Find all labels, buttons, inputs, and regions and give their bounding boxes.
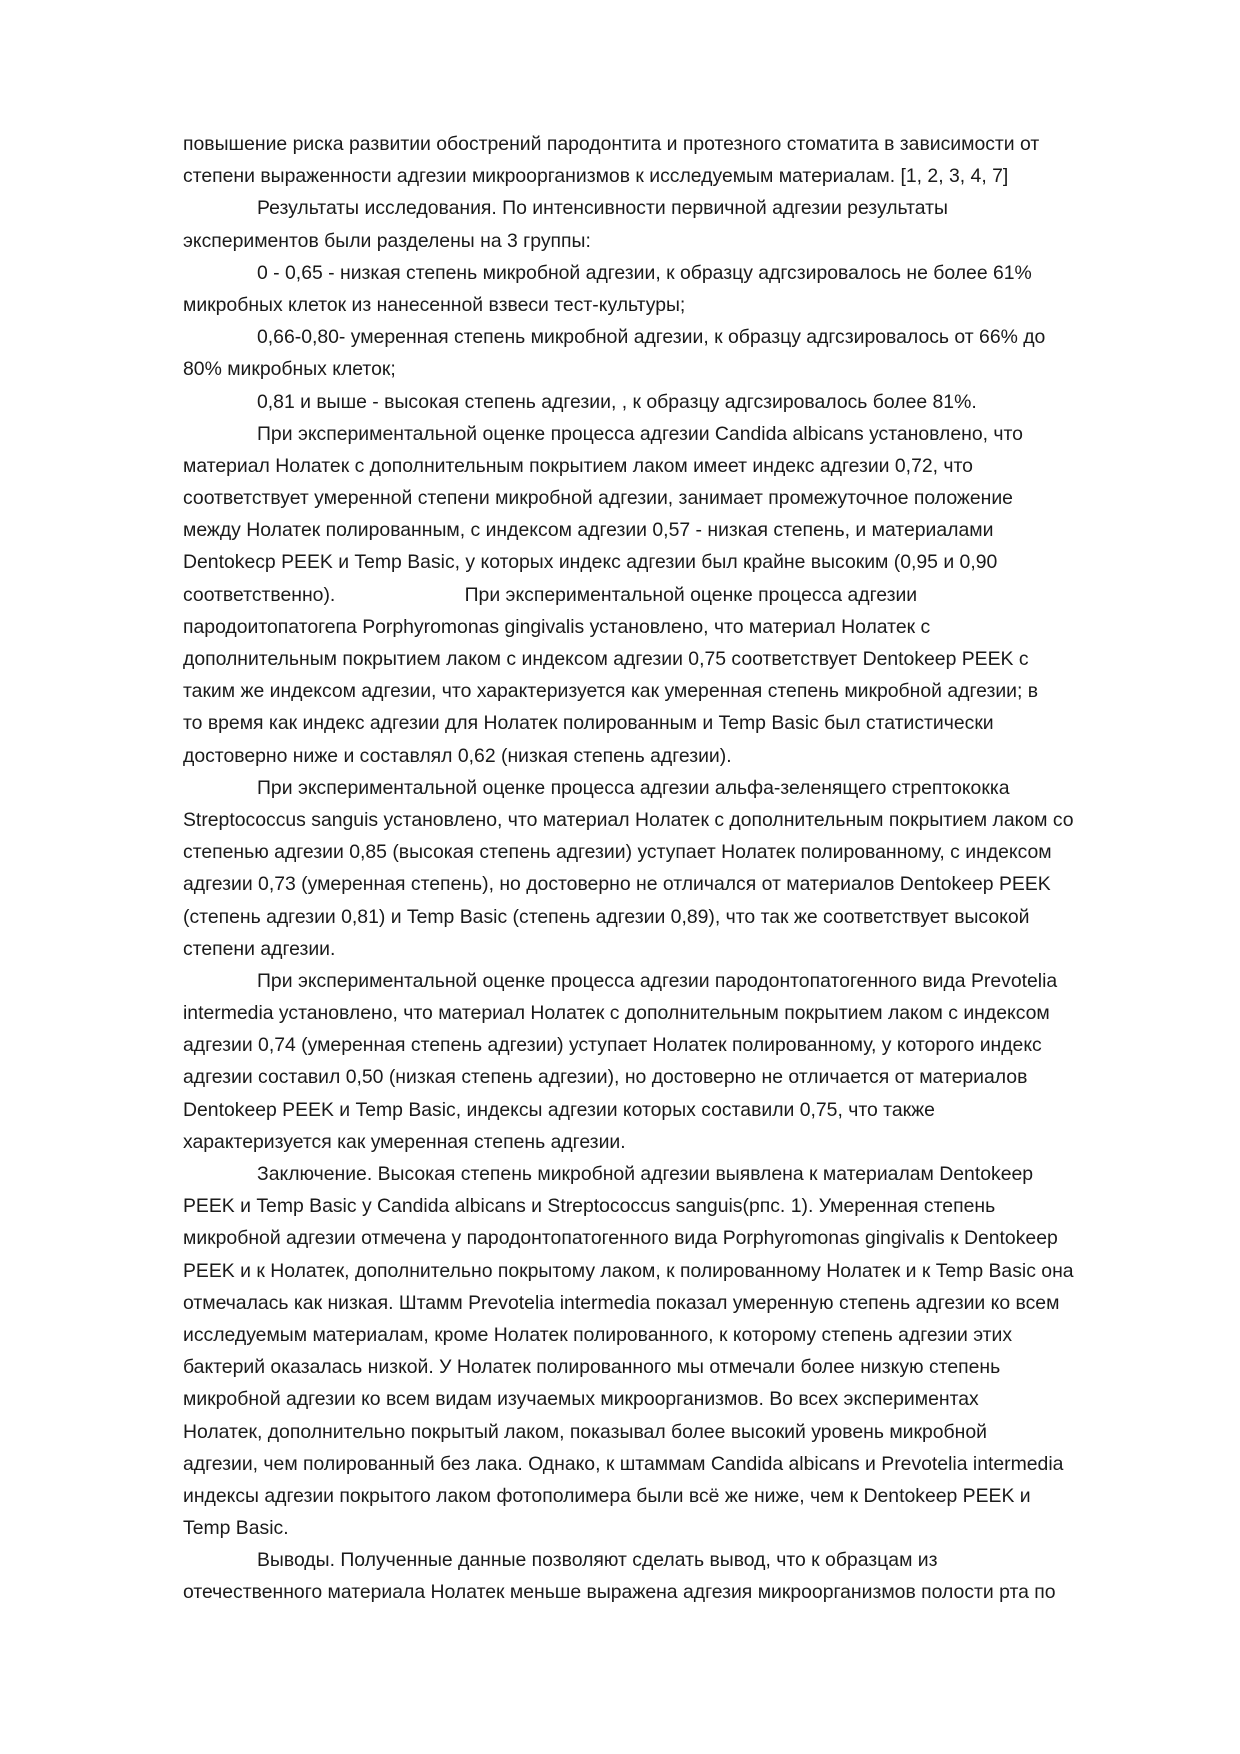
text-line: (степень адгезии 0,81) и Temp Basic (степень адгезии 0,89), что так же соответствует высокой [183, 905, 1030, 928]
text-line: таким же индексом адгезии, что характеризуется как умеренная степень микробной адгезии; в [183, 680, 1039, 703]
text-line: соответствует умеренной степени микробной адгезии, занимает промежуточное положение [183, 487, 1013, 510]
text-line: материал Нолатек с дополнительным покрытием лаком имеет индекс адгезии 0,72, что [183, 454, 973, 477]
text-line: адгезии 0,73 (умеренная степень), но достоверно не отличался от материалов Dentokeep PEEK [183, 873, 1051, 896]
text-line: Заключение. Высокая степень микробной адгезии выявлена к материалам Dentokeep [257, 1163, 1034, 1185]
text-line: исследуемым материалам, кроме Нолатек полированного, к которому степень адгезии этих [183, 1323, 1013, 1346]
text-line: Нолатек, дополнительно покрытый лаком, показывал более высокий уровень микробной [183, 1420, 987, 1443]
text-line: 0,66-0,80- умеренная степень микробной адгезии, к образцу адгсзировалось от 66% до [257, 326, 1046, 349]
text-line: При экспериментальной оценке процесса адгезии альфа-зеленящего стрептококка [257, 776, 1010, 799]
text-line: экспериментов были разделены на 3 группы: [183, 229, 591, 252]
text-line: При экспериментальной оценке процесса адгезии пародонтопатогенного вида Prevotelia [257, 969, 1058, 992]
text-line: пародоитопатогепа Porphyromonas gingivalis установлено, что материал Нолатек с [183, 615, 931, 638]
text-line: адгезии, чем полированный без лака. Однако, к штаммам Candida albicans и Prevotelia intermedia [183, 1452, 1064, 1475]
text-line: соответственно). При экспериментальной оценке процесса адгезии [183, 583, 918, 606]
text-line: 0,81 и выше - высокая степень адгезии, , к образцу адгсзировалось более 81%. [257, 390, 977, 413]
text-line: степени выраженности адгезии микроорганизмов к исследуемым материалам. [1, 2, 3, 4, 7] [183, 165, 1009, 188]
text-line: то время как индекс адгезии для Нолатек полированным и Temp Basic был статистически [183, 712, 994, 735]
text-line: Temp Basic. [183, 1517, 289, 1540]
text-line: адгезии составил 0,50 (низкая степень адгезии), но достоверно не отличается от материалов [183, 1066, 1028, 1089]
text-line: микробных клеток из нанесенной взвеси тест-культуры; [183, 293, 686, 316]
text-line: 0 - 0,65 - низкая степень микробной адгезии, к образцу адгсзировалось не более 61% [257, 261, 1032, 284]
text-line: Streptococcus sanguis установлено, что материал Нолатек с дополнительным покрытием лаком со [183, 808, 1074, 831]
text-line: Выводы. Полученные данные позволяют сделать вывод, что к образцам из [257, 1549, 938, 1572]
text-line: повышение риска развитии обострений пародонтита и протезного стоматита в зависимости от [183, 133, 1040, 155]
text-line: микробной адгезии ко всем видам изучаемых микроорганизмов. Во всех экспериментах [183, 1388, 979, 1411]
text-line: intermedia установлено, что материал Нолатек с дополнительным покрытием лаком с индексом [183, 1002, 1050, 1025]
text-line: Результаты исследования. По интенсивности первичной адгезии результаты [257, 197, 948, 220]
text-line: дополнительным покрытием лаком с индексом адгезии 0,75 соответствует Dentokeep PEEK с [183, 648, 1029, 670]
text-line: степенью адгезии 0,85 (высокая степень адгезии) уступает Нолатек полированному, с индексом [183, 841, 1052, 864]
text-line: Dentokecp PEEK и Temp Basic, у которых индекс адгезии был крайне высоким (0,95 и 0,90 [183, 551, 998, 574]
text-line: отечественного материала Нолатек меньше выражена адгезия микроорганизмов полости рта по [183, 1581, 1056, 1604]
text-line: характеризуется как умеренная степень адгезии. [183, 1130, 626, 1153]
text-line: отмечалась как низкая. Штамм Prevotelia intermedia показал умеренную степень адгезии ко всем [183, 1291, 1060, 1314]
text-line: При экспериментальной оценке процесса адгезии Candida albicans установлено, что [257, 422, 1023, 445]
text-line: 80% микробных клеток; [183, 358, 396, 381]
text-line: индексы адгезии покрытого лаком фотополимера были всё же ниже, чем к Dentokeep PEEK и [183, 1484, 1031, 1507]
document-page [183, 128, 1143, 1609]
text-line: достоверно ниже и составлял 0,62 (низкая степень адгезии). [183, 744, 732, 767]
text-line: PEEK и к Нолатек, дополнительно покрытому лаком, к полированному Нолатек и к Temp Basic она [183, 1259, 1074, 1282]
text-line: степени адгезии. [183, 937, 336, 960]
text-line: микробной адгезии отмечена у пародонтопатогенного вида Porphyromonas gingivalis к Dentokeep [183, 1227, 1058, 1250]
text-line: между Нолатек полированным, с индексом адгезии 0,57 - низкая степень, и материалами [183, 519, 994, 542]
text-line: Dentokeep PEEK и Temp Basic, индексы адгезии которых составили 0,75, что также [183, 1098, 935, 1121]
text-line: бактерий оказалась низкой. У Нолатек полированного мы отмечали более низкую степень [183, 1356, 1001, 1379]
text-line: адгезии 0,74 (умеренная степень адгезии) уступает Нолатек полированному, у которого индекс [183, 1034, 1042, 1057]
text-line: PEEK и Temp Basic у Candida albicans и Streptococcus sanguis(рпс. 1). Умеренная степень [183, 1195, 996, 1218]
